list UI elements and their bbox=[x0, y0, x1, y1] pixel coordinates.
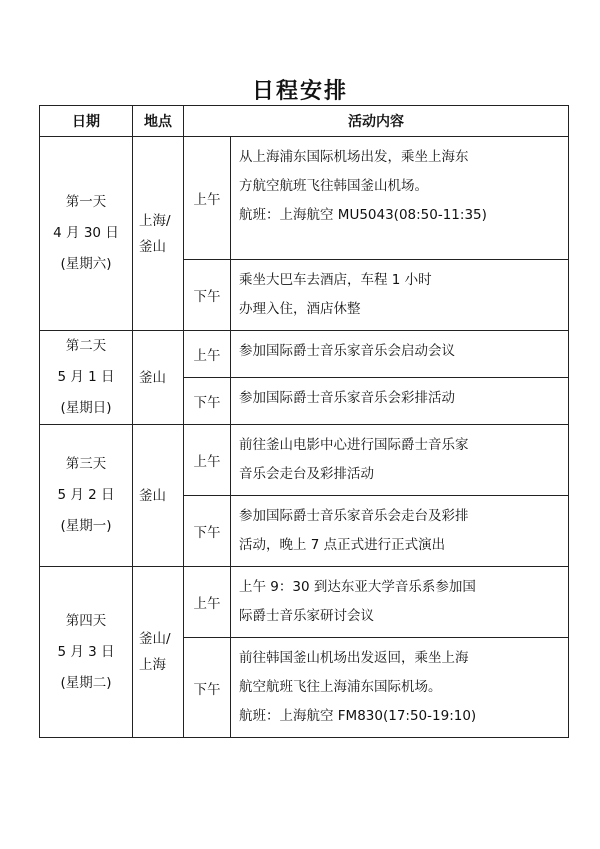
page-title: 日程安排 bbox=[251, 79, 348, 104]
day-weekday: (星期六) bbox=[60, 256, 112, 272]
table-row bbox=[40, 425, 569, 496]
day-cell bbox=[40, 567, 133, 738]
activity-cell bbox=[231, 137, 569, 260]
activity-line: 参加国际爵士音乐家音乐会走台及彩排 bbox=[239, 508, 469, 524]
activity-line: 方航空航班飞往韩国釜山机场。 bbox=[239, 178, 428, 194]
header-date: 日期 bbox=[40, 106, 133, 137]
day-label: 第一天 bbox=[65, 194, 107, 210]
day-date: 4 月 30 日 bbox=[53, 225, 119, 241]
place-cell bbox=[133, 425, 184, 567]
header-activity: 活动内容 bbox=[184, 106, 569, 137]
place-cell bbox=[133, 567, 184, 738]
activity-line: 参加国际爵士音乐家音乐会彩排活动 bbox=[239, 390, 455, 406]
place-line: 釜山 bbox=[139, 487, 166, 504]
activity-line: 上午 9：30 到达东亚大学音乐系参加国 bbox=[239, 579, 476, 595]
period-cell: 上午 bbox=[184, 567, 231, 638]
period-cell: 下午 bbox=[184, 638, 231, 738]
day-weekday: (星期二) bbox=[60, 674, 112, 691]
day-weekday: (星期一) bbox=[60, 518, 112, 534]
period-cell: 上午 bbox=[184, 425, 231, 496]
activity-line: 前往韩国釜山机场出发返回，乘坐上海 bbox=[239, 650, 469, 666]
period-cell: 下午 bbox=[184, 496, 231, 567]
place-cell bbox=[133, 137, 184, 331]
period-cell: 下午 bbox=[184, 260, 231, 331]
place-line: 釜山 bbox=[139, 238, 166, 255]
activity-cell bbox=[231, 496, 569, 567]
place-line: 上海 bbox=[139, 657, 166, 673]
activity-cell bbox=[231, 425, 569, 496]
period-cell: 上午 bbox=[184, 331, 231, 378]
period-cell: 上午 bbox=[184, 137, 231, 260]
table-row bbox=[40, 331, 569, 378]
schedule-table bbox=[39, 105, 569, 738]
header-row bbox=[40, 106, 569, 137]
activity-cell bbox=[231, 638, 569, 738]
day-label: 第四天 bbox=[65, 612, 107, 629]
activity-cell bbox=[231, 378, 569, 425]
activity-line: 前往釜山电影中心进行国际爵士音乐家 bbox=[239, 437, 469, 453]
place-line: 上海/ bbox=[139, 212, 171, 229]
day-cell bbox=[40, 331, 133, 425]
activity-line: 际爵士音乐家研讨会议 bbox=[239, 608, 374, 624]
table-row bbox=[40, 137, 569, 260]
place-line: 釜山 bbox=[139, 369, 166, 386]
place-cell bbox=[133, 331, 184, 425]
day-weekday: (星期日) bbox=[60, 400, 112, 416]
day-label: 第三天 bbox=[65, 456, 107, 472]
period-cell: 下午 bbox=[184, 378, 231, 425]
day-label: 第二天 bbox=[65, 338, 107, 354]
activity-line: 活动，晚上 7 点正式进行正式演出 bbox=[239, 537, 446, 553]
day-date: 5 月 1 日 bbox=[57, 369, 115, 385]
day-cell bbox=[40, 137, 133, 331]
activity-line: 参加国际爵士音乐家音乐会启动会议 bbox=[239, 343, 455, 359]
day-cell bbox=[40, 425, 133, 567]
activity-line: 从上海浦东国际机场出发，乘坐上海东 bbox=[239, 149, 469, 165]
activity-line: 航空航班飞往上海浦东国际机场。 bbox=[239, 679, 442, 695]
activity-line: 办理入住，酒店休整 bbox=[239, 301, 361, 317]
header-place: 地点 bbox=[133, 106, 184, 137]
activity-line: 乘坐大巴车去酒店，车程 1 小时 bbox=[239, 272, 432, 288]
activity-line: 航班：上海航空 MU5043(08:50-11:35) bbox=[239, 207, 487, 223]
day-date: 5 月 2 日 bbox=[57, 487, 115, 503]
activity-line: 音乐会走台及彩排活动 bbox=[239, 466, 374, 482]
activity-cell bbox=[231, 567, 569, 638]
activity-cell bbox=[231, 260, 569, 331]
activity-line: 航班：上海航空 FM830(17:50-19:10) bbox=[239, 708, 477, 724]
day-date: 5 月 3 日 bbox=[57, 643, 115, 660]
place-line: 釜山/ bbox=[139, 631, 171, 647]
table-row bbox=[40, 567, 569, 638]
activity-cell bbox=[231, 331, 569, 378]
